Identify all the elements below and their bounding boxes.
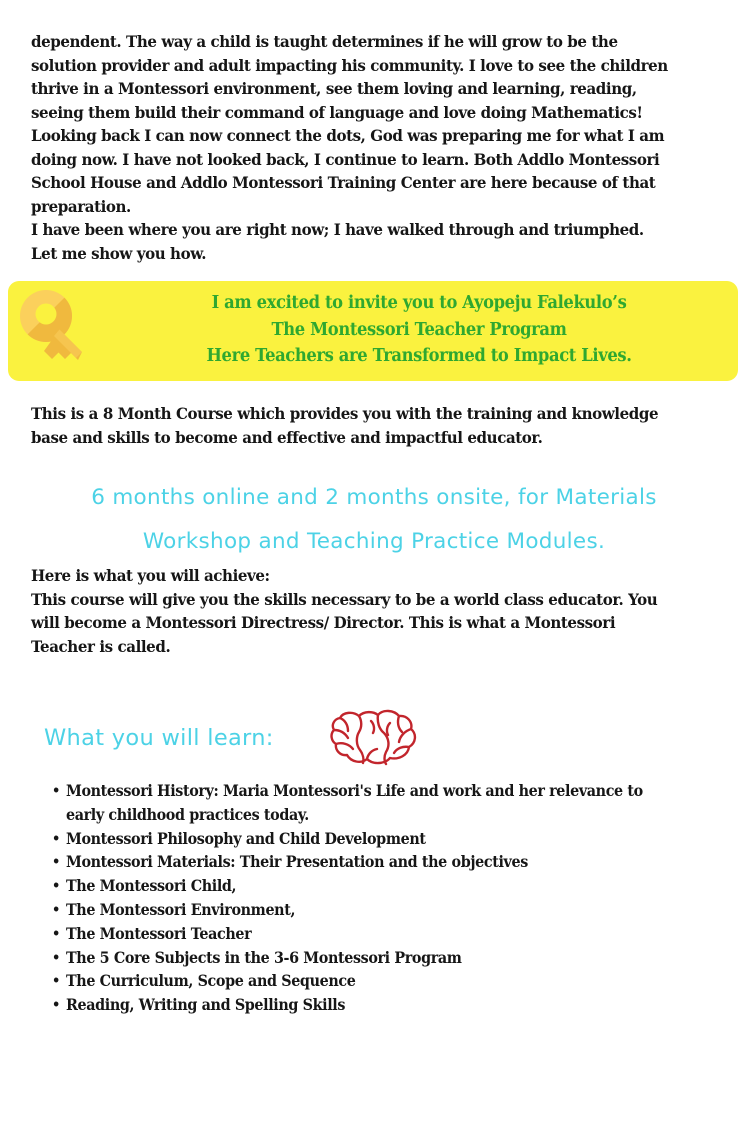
intro-paragraph-1: [31, 30, 669, 124]
achieve-text: This course will give you the skills necessary to be a world class educator. You will become a Montessori Directress/ Director. This is what a Montessori Teacher is called.: [31, 589, 658, 656]
key-icon: [18, 288, 92, 380]
list-item: • The Montessori Teacher: [66, 923, 661, 947]
invitation-callout: [8, 281, 738, 381]
achieve-block: [31, 564, 669, 658]
list-item: • The 5 Core Subjects in the 3-6 Montessori Program: [66, 947, 661, 971]
learn-heading: What you will learn:: [44, 725, 274, 751]
list-item: • Reading, Writing and Spelling Skills: [66, 994, 661, 1018]
invitation-line-3: Here Teachers are Transformed to Impact Lives.: [206, 346, 632, 367]
intro-paragraph-2: [31, 124, 669, 218]
learn-list: [66, 780, 706, 1018]
brain-icon: [329, 707, 419, 769]
list-item: • Montessori Materials: Their Presentation and the objectives: [66, 851, 661, 875]
list-item: • Montessori History: Maria Montessori's Life and work and her relevance to early childhood practices today.: [66, 780, 661, 828]
onsite-note: [30, 476, 718, 564]
intro-paragraph-1-text: dependent. The way a child is taught determines if he will grow to be the solution provider and adult impacting his community. I love to see the children thrive in a Montessori environment, see them loving and learning, reading, seeing them build their command of language and love doing Mathematics!: [31, 32, 668, 122]
achieve-heading: Here is what you will achieve:: [31, 566, 270, 585]
course-summary-text: This is a 8 Month Course which provides you with the training and knowledge base and skills to become and effective and impactful educator.: [31, 404, 659, 447]
intro-paragraph-3-text: I have been where you are right now; I have walked through and triumphed. Let me show you how.: [31, 220, 644, 263]
course-summary-paragraph: [31, 402, 669, 449]
onsite-note-line-1: 6 months online and 2 months onsite, for Materials: [91, 485, 657, 510]
invitation-line-2: The Montessori Teacher Program: [271, 319, 567, 340]
list-item: • The Curriculum, Scope and Sequence: [66, 970, 661, 994]
list-item: • Montessori Philosophy and Child Development: [66, 828, 661, 852]
intro-paragraph-3: [31, 218, 669, 265]
invitation-callout-text: [134, 290, 704, 370]
invitation-line-1: I am excited to invite you to Ayopeju Falekulo’s: [211, 293, 627, 313]
onsite-note-line-2: Workshop and Teaching Practice Modules.: [142, 529, 606, 554]
list-item: • The Montessori Child,: [66, 875, 661, 899]
list-item: • The Montessori Environment,: [66, 899, 661, 923]
intro-paragraph-2-text: Looking back I can now connect the dots, God was preparing me for what I am doing now. I have not looked back, I continue to learn. Both Addlo Montessori School House and Addlo Montessori Training Center are here because of that preparation.: [31, 126, 665, 216]
